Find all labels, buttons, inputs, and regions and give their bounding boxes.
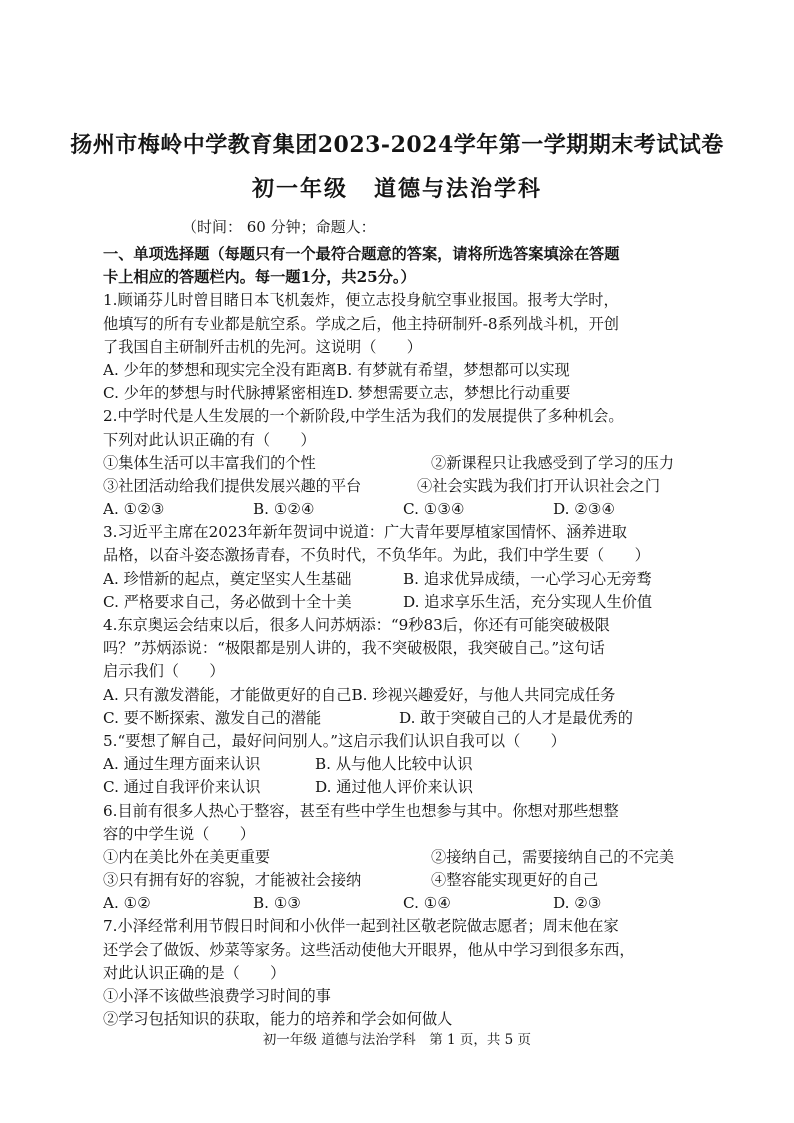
q3-option-b: B. 追求优异成绩，一心学习心无旁骛 <box>403 569 652 588</box>
exam-subtitle <box>0 172 794 203</box>
q4-stem-line1: 4.东京奥运会结束以后，很多人问苏炳添：“9秒83后，你还有可能突破极限 <box>103 616 610 634</box>
exam-info <box>182 216 526 237</box>
q4-option-b: B. 珍视兴趣爱好，与他人共同完成任务 <box>351 685 616 704</box>
section-heading-line1: 一、单项选择题（每题只有一个最符合题意的答案，请将所选答案填涂在答题 <box>103 245 620 263</box>
q2-statement-1: ①集体生活可以丰富我们的个性 <box>103 453 316 472</box>
exam-body <box>103 243 703 1031</box>
q6-statements-row1 <box>103 846 703 869</box>
q6-option-d: D. ②③ <box>553 894 602 913</box>
q6-statements-row2 <box>103 869 703 892</box>
q3-options-row1 <box>103 568 703 591</box>
q1-options-row1 <box>103 359 703 382</box>
q5-options-row1 <box>103 753 703 776</box>
q5-option-a: A. 通过生理方面来认识 <box>103 755 261 774</box>
q1-option-d: D. 梦想需要立志，梦想比行动重要 <box>336 384 571 403</box>
q3-option-d: D. 追求享乐生活，充分实现人生价值 <box>403 592 653 611</box>
subject-label: 道德与法治学科 <box>374 176 543 202</box>
q6-statement-1: ①内在美比外在美更重要 <box>103 847 271 866</box>
q1-option-c: C. 少年的梦想与时代脉搏紧密相连 <box>103 384 337 403</box>
q5-option-d: D. 通过他人评价来认识 <box>315 778 473 797</box>
q1-option-b: B. 有梦就有希望，梦想都可以实现 <box>336 360 570 379</box>
q4-option-d: D. 敢于突破自己的人才是最优秀的 <box>399 708 633 727</box>
page-footer: 初一年级 道德与法治学科 第 1 页，共 5 页 <box>262 1032 532 1048</box>
q1-stem-line3: 了我国自主研制歼击机的先河。这说明（ ） <box>103 337 422 356</box>
section-heading-line2: 卡上相应的答题栏内。每一题1分，共25分。） <box>103 268 416 287</box>
q2-statements-row1 <box>103 452 703 475</box>
q7-stem-line1: 7.小泽经常利用节假日时间和小伙伴一起到社区敬老院做志愿者；周末他在家 <box>103 917 619 936</box>
q3-options-row2 <box>103 591 703 614</box>
q6-option-c: C. ①④ <box>403 894 451 913</box>
q2-options <box>103 498 703 521</box>
q1-stem-line2: 他填写的所有专业都是航空系。学成之后，他主持研制歼-8系列战斗机，开创 <box>103 314 619 333</box>
exam-info-text: （时间： 60 分钟；命题人： <box>182 218 376 236</box>
q4-stem-line3: 启示我们（ ） <box>103 662 225 681</box>
exam-title: 扬州市梅岭中学教育集团2023-2024学年第一学期期末考试试卷 <box>70 132 724 158</box>
q2-stem-line2: 下列对此认识正确的有（ ） <box>103 430 316 449</box>
q4-option-a: A. 只有激发潜能，才能做更好的自己 <box>103 685 352 704</box>
q2-option-b: B. ①②④ <box>253 500 315 519</box>
q6-stem-line1: 6.目前有很多人热心于整容，甚至有些中学生也想参与其中。你想对那些想整 <box>103 801 619 820</box>
q7-stem-line2: 还学会了做饭、炒菜等家务。这些活动使他大开眼界，他从中学习到很多东西， <box>103 940 635 959</box>
q2-option-d: D. ②③④ <box>553 500 616 519</box>
q6-options <box>103 892 703 915</box>
q3-stem-line1: 3.习近平主席在2023年新年贺词中说道：广大青年要厚植家国情怀、涵养进取 <box>103 523 627 542</box>
q1-stem-line1: 1.顾诵芬儿时曾目睹日本飞机轰炸，便立志投身航空事业报国。报考大学时， <box>103 291 619 310</box>
q2-statements-row2 <box>103 475 703 498</box>
q4-option-c: C. 要不断探索、激发自己的潜能 <box>103 708 322 727</box>
q4-options-row1 <box>103 684 703 707</box>
q5-stem-line1: 5.“要想了解自己，最好问问别人。”这启示我们认识自我可以（ ） <box>103 731 566 750</box>
q5-option-c: C. 通过自我评价来认识 <box>103 778 261 797</box>
q6-statement-3: ③只有拥有好的容貌，才能被社会接纳 <box>103 871 362 890</box>
q2-option-c: C. ①③④ <box>403 500 465 519</box>
q6-statement-4: ④整容能实现更好的自己 <box>431 871 599 890</box>
q6-option-b: B. ①③ <box>253 894 302 913</box>
q2-statement-3: ③社团活动给我们提供发展兴趣的平台 <box>103 476 362 495</box>
q1-option-a: A. 少年的梦想和现实完全没有距离 <box>103 360 337 379</box>
q3-option-c: C. 严格要求自己，务必做到十全十美 <box>103 592 352 611</box>
q7-stem-line3: 对此认识正确的是（ ） <box>103 963 286 982</box>
q7-statement-1: ①小泽不该做些浪费学习时间的事 <box>103 987 331 1005</box>
q7-statement-2: ②学习包括知识的获取，能力的培养和学会如何做人 <box>103 1010 453 1029</box>
q5-options-row2 <box>103 776 703 799</box>
q3-option-a: A. 珍惜新的起点，奠定坚实人生基础 <box>103 569 352 588</box>
q6-stem-line2: 容的中学生说（ ） <box>103 824 255 843</box>
q4-stem-line2: 吗？”苏炳添说：“极限都是别人讲的，我不突破极限，我突破自己。”这句话 <box>103 639 605 658</box>
q2-statement-2: ②新课程只让我感受到了学习的压力 <box>431 453 674 472</box>
grade-label: 初一年级 <box>251 176 348 202</box>
q4-options-row2 <box>103 707 703 730</box>
q6-statement-2: ②接纳自己，需要接纳自己的不完美 <box>431 847 674 866</box>
q2-statement-4: ④社会实践为我们打开认识社会之门 <box>417 476 660 495</box>
q1-options-row2 <box>103 382 703 405</box>
q2-option-a: A. ①②③ <box>103 500 165 519</box>
q6-option-a: A. ①② <box>103 894 151 913</box>
q5-option-b: B. 从与他人比较中认识 <box>315 755 473 774</box>
q2-stem-line1: 2.中学时代是人生发展的一个新阶段,中学生活为我们的发展提供了多种机会。 <box>103 407 624 426</box>
q3-stem-line2: 品格，以奋斗姿态激扬青春，不负时代，不负华年。为此，我们中学生要（ ） <box>103 546 650 565</box>
